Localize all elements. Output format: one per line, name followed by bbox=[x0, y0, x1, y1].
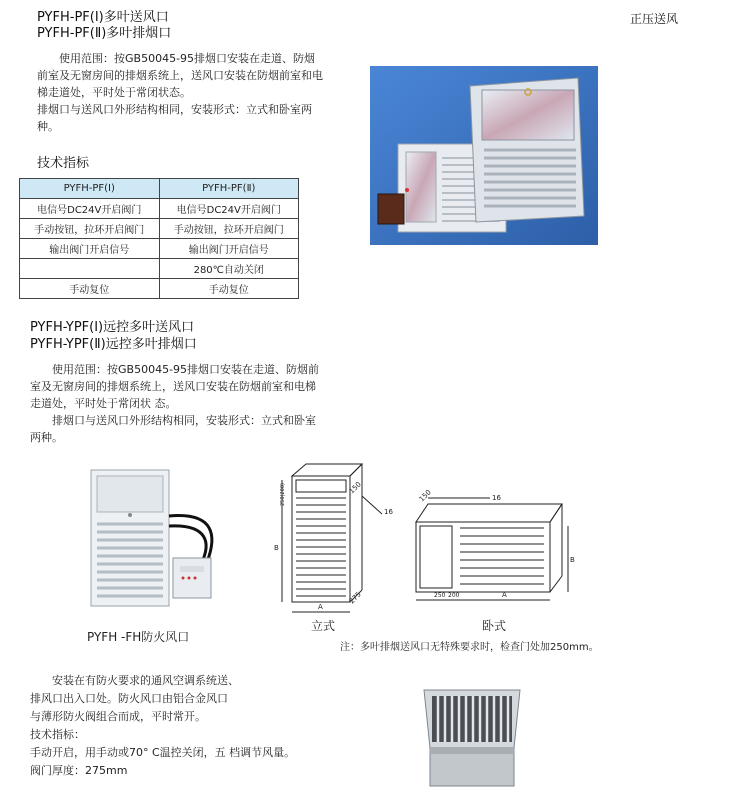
dim-150-vertical: 150 bbox=[347, 480, 363, 496]
vertical-label: 立式 bbox=[311, 619, 336, 633]
spec-heading: 技术指标 bbox=[37, 156, 90, 171]
table-cell: 手动按钮，拉环开启阀门 bbox=[159, 219, 299, 239]
table-cell bbox=[20, 259, 160, 279]
table-cell: 输出阀门开启信号 bbox=[159, 239, 299, 259]
spec-table bbox=[19, 178, 299, 299]
dim-b-vertical: B bbox=[274, 544, 279, 552]
table-cell: 280℃自动关闭 bbox=[159, 259, 299, 279]
product-photo-ypf bbox=[85, 466, 225, 618]
dim-250: 250 bbox=[434, 592, 446, 599]
drawing-note: 注：多叶排烟送风口无特殊要求时，检查门处加250mm。 bbox=[340, 642, 599, 653]
remote-vent-shape bbox=[91, 470, 169, 606]
dim-vtop: 250(200) bbox=[280, 483, 286, 506]
horizontal-unit-drawing bbox=[416, 498, 568, 600]
dim-275: 275 bbox=[347, 590, 363, 606]
spec-header-cell: PYFH-PF(Ⅱ) bbox=[159, 179, 299, 199]
corner-label: 正压送风 bbox=[630, 12, 679, 26]
dim-16-vertical: 16 bbox=[384, 508, 393, 516]
table-cell: 电信号DC24V开启阀门 bbox=[159, 199, 299, 219]
product-photo-pf bbox=[370, 66, 598, 245]
table-row bbox=[20, 279, 299, 299]
section3-line: 与薄形防火阀组合而成，平时常开。 bbox=[30, 710, 206, 723]
section3-line: 手动开启，用手动或70° C温控关闭，五 档调节风量。 bbox=[30, 746, 296, 759]
table-cell: 电信号DC24V开启阀门 bbox=[20, 199, 160, 219]
technical-drawings bbox=[270, 456, 580, 616]
table-cell: 手动复位 bbox=[20, 279, 160, 299]
section1-description bbox=[37, 50, 325, 135]
controller-box-shape bbox=[378, 194, 404, 224]
vertical-unit-drawing bbox=[282, 464, 382, 612]
table-row bbox=[20, 219, 299, 239]
horizontal-label: 卧式 bbox=[482, 619, 507, 633]
dim-16-horizontal: 16 bbox=[492, 494, 501, 502]
section3-line: 安装在有防火要求的通风空调系统送、 bbox=[52, 674, 239, 687]
section2-title-1: PYFH-YPF(Ⅰ)远控多叶送风口 bbox=[30, 320, 195, 335]
spec-table-header-row bbox=[20, 179, 299, 199]
section3-line: 技术指标： bbox=[30, 728, 85, 741]
dim-150-horizontal: 150 bbox=[417, 488, 433, 504]
section2-title-2: PYFH-YPF(Ⅱ)远控多叶排烟口 bbox=[30, 337, 197, 352]
section1-para-usage: 使用范围：按GB50045-95排烟口安装在走道、防烟前室及无窗房间的排烟系统上，送风口安装在防烟前室和电梯走道处，平时处于常闭状态。 bbox=[37, 52, 323, 99]
indicator-light-icon bbox=[405, 188, 409, 192]
section3-line: 阀门厚度：275mm bbox=[30, 764, 128, 777]
section2-para-install: 排烟口与送风口外形结构相同，安装形式：立式和卧室两种。 bbox=[30, 414, 316, 444]
spec-header-cell: PYFH-PF(Ⅰ) bbox=[20, 179, 160, 199]
table-row bbox=[20, 239, 299, 259]
section2-para-usage: 使用范围：按GB50045-95排烟口安装在走道、防烟前室及无窗房间的排烟系统上，送风口安装在防烟前室和电梯走道处，平时处于常闭状 态。 bbox=[30, 363, 320, 410]
table-row bbox=[20, 259, 299, 279]
section2-description bbox=[30, 361, 322, 446]
section1-para-install: 排烟口与送风口外形结构相同，安装形式：立式和卧室两种。 bbox=[37, 103, 312, 133]
product-photo-fh bbox=[418, 684, 526, 789]
table-cell: 输出阀门开启信号 bbox=[20, 239, 160, 259]
fire-vent-shape bbox=[424, 690, 520, 786]
dim-a-vertical: A bbox=[318, 603, 323, 611]
table-cell: 手动按钮，拉环开启阀门 bbox=[20, 219, 160, 239]
table-cell: 手动复位 bbox=[159, 279, 299, 299]
section3-description bbox=[30, 672, 360, 780]
dim-200: 200 bbox=[448, 592, 460, 599]
front-vent-shape bbox=[470, 78, 584, 222]
remote-control-box-shape bbox=[173, 558, 211, 598]
dim-a-horizontal: A bbox=[502, 591, 507, 599]
dim-b-horizontal: B bbox=[570, 556, 575, 564]
fire-vent-caption: PYFH -FH防火风口 bbox=[87, 630, 190, 644]
section3-line: 排风口出入口处。防火风口由铝合金风口 bbox=[30, 692, 228, 705]
table-row bbox=[20, 199, 299, 219]
section1-title-2: PYFH-PF(Ⅱ)多叶排烟口 bbox=[37, 26, 172, 41]
section1-title-1: PYFH-PF(Ⅰ)多叶送风口 bbox=[37, 10, 169, 25]
